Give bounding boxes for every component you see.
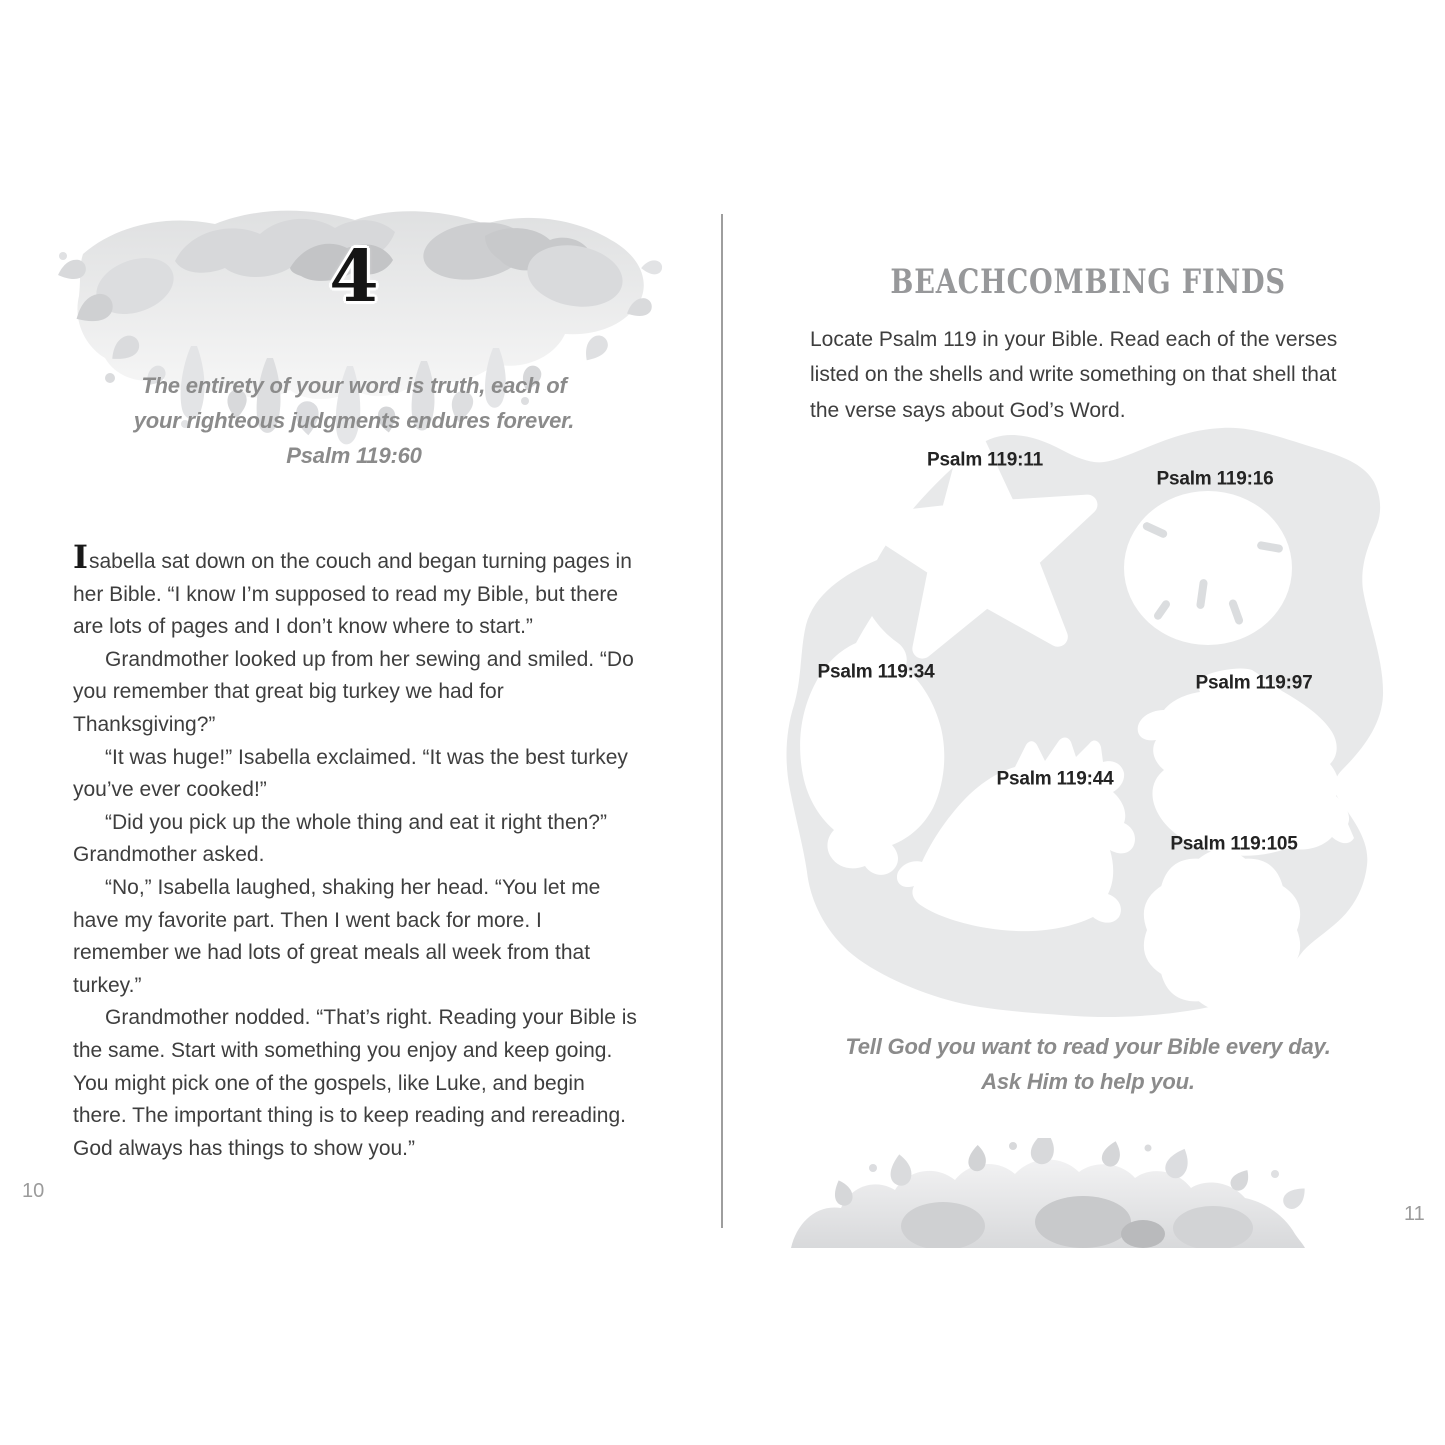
splash-blob (901, 1202, 985, 1248)
shell-activity-graphic (782, 420, 1392, 1030)
sand-dollar-shape (1124, 491, 1292, 645)
chapter-verse (73, 368, 635, 473)
activity-title-text: BEACHCOMBING FINDS (890, 262, 1286, 302)
page-number-right: 11 (1404, 1203, 1425, 1225)
shell-label-psalm-119-44: Psalm 119:44 (996, 768, 1114, 790)
verse-reference: Psalm 119:60 (286, 443, 422, 468)
shell-label-psalm-119-11: Psalm 119:11 (927, 449, 1043, 471)
story-text (73, 538, 641, 1165)
splash-dot (1271, 1170, 1279, 1178)
verse-line: your righteous judgments endures forever. (133, 408, 575, 433)
prayer-line: Ask Him to help you. (981, 1069, 1195, 1094)
splash-dot (1009, 1142, 1017, 1150)
story-paragraph: “No,” Isabella laughed, shaking her head. “You let me have my favorite part. Then I went back for more. I remember we had lots of great meals all week from that turkey.” (73, 875, 601, 997)
chapter-number: 4 (329, 234, 379, 318)
shell-label-psalm-119-97: Psalm 119:97 (1195, 672, 1313, 694)
shell-label-psalm-119-34: Psalm 119:34 (817, 661, 935, 683)
splash-teardrop (640, 259, 663, 276)
splash-teardrop (1280, 1182, 1310, 1213)
page-divider (721, 214, 723, 1228)
shell-label-psalm-119-16: Psalm 119:16 (1156, 468, 1274, 490)
story-paragraph: Grandmother nodded. “That’s right. Reading your Bible is the same. Start with something you enjoy and keep going. You might pick one of the gospels, like Luke, and begin there. The important thing is to keep reading and rereading. God always has things to show you.” (73, 1006, 637, 1160)
verse-line: The entirety of your word is truth, each of (141, 373, 567, 398)
story-paragraph: “Did you pick up the whole thing and eat it right then?” Grandmother asked. (73, 810, 607, 867)
drop-cap: I (73, 538, 89, 576)
activity-instructions (810, 322, 1370, 428)
story-paragraph (73, 538, 641, 644)
splash-teardrop (1100, 1139, 1122, 1168)
splash-teardrop (580, 332, 611, 366)
prayer-prompt (810, 1029, 1366, 1099)
splash-decoration-bottom (783, 1138, 1348, 1248)
activity-title (810, 262, 1366, 302)
story-paragraph: “It was huge!” Isabella exclaimed. “It was the best turkey you’ve ever cooked!” (73, 745, 628, 802)
splash-blob (1035, 1196, 1131, 1248)
story-paragraph: Grandmother looked up from her sewing and smiled. “Do you remember that great big turkey we had for Thanksgiving?” (73, 647, 634, 736)
splash-blob (1173, 1206, 1253, 1248)
splash-dot (1145, 1145, 1152, 1152)
shell-label-psalm-119-105: Psalm 119:105 (1170, 833, 1298, 855)
instructions-text: Locate Psalm 119 in your Bible. Read each of the verses listed on the shells and write something on that shell that the verse says about God’s Word. (810, 328, 1338, 422)
prayer-line: Tell God you want to read your Bible every day. (845, 1034, 1331, 1059)
splash-dot (869, 1164, 877, 1172)
splash-dot (59, 252, 67, 260)
paragraph-text: sabella sat down on the couch and began turning pages in her Bible. “I know I’m supposed to read my Bible, but there are lots of pages and I don’t know where to start.” (73, 550, 632, 639)
scallop-shell-shape (1144, 849, 1300, 1010)
splash-blob-dark (1121, 1220, 1165, 1248)
page-number-left: 10 (22, 1180, 45, 1202)
